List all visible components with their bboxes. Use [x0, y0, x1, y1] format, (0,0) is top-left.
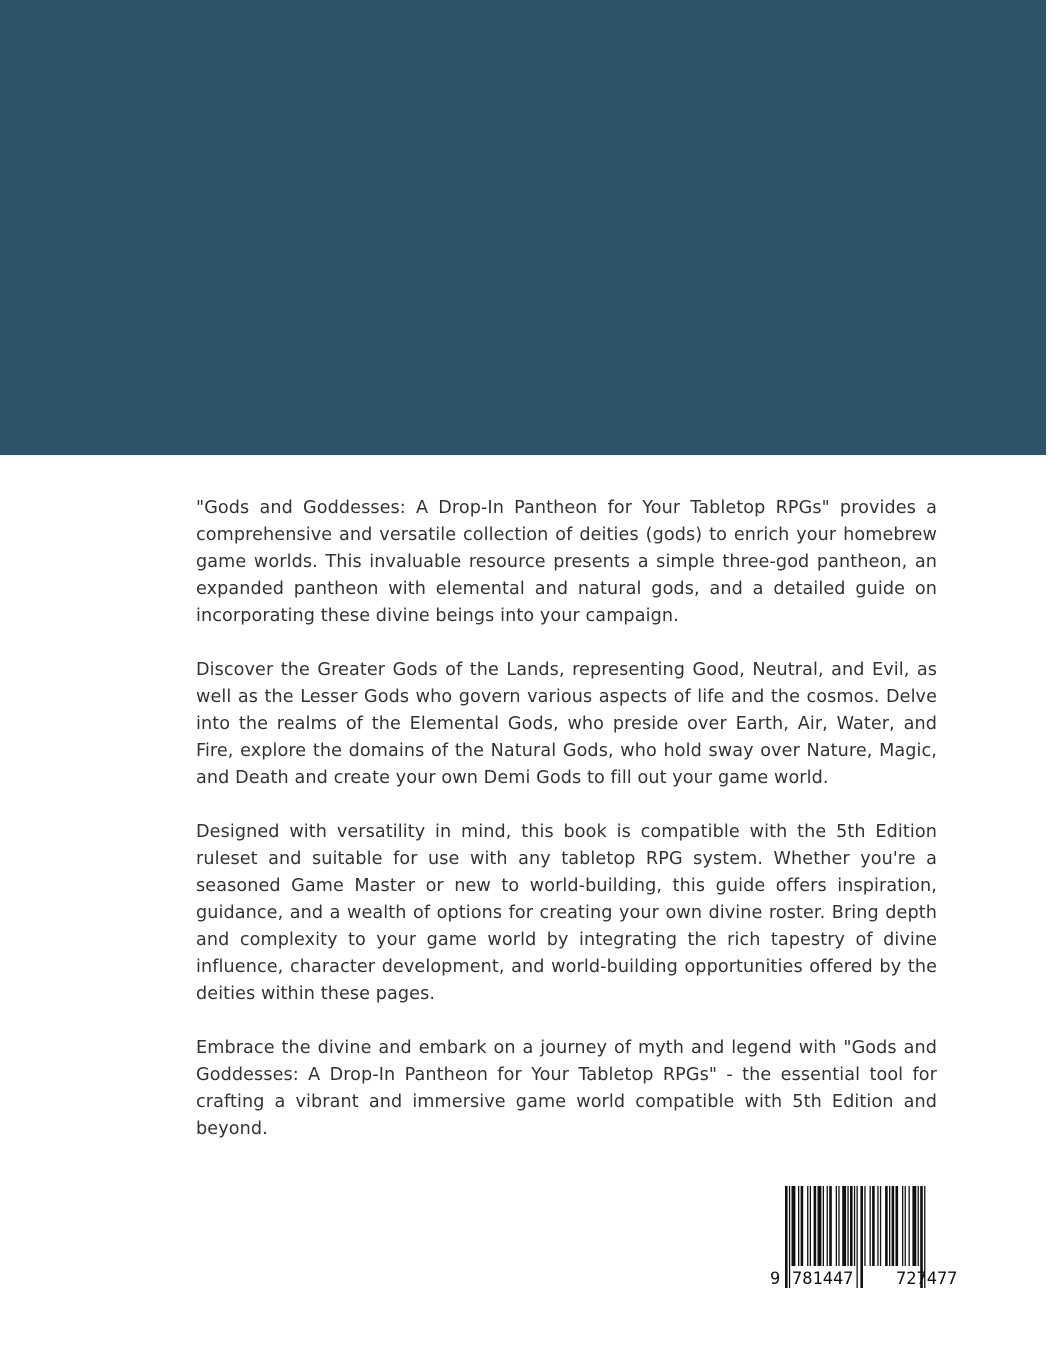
barcode-bar: [918, 1186, 919, 1266]
barcode-bar: [823, 1186, 824, 1266]
barcode-bar: [827, 1186, 828, 1266]
blurb-paragraph-2: Discover the Greater Gods of the Lands, representing Good, Neutral, and Evil, as well as the Lesser Gods who govern various aspects of life and the cosmos. Delve into the realms of the Elemental Gods, who preside over Earth, Air, Water, and Fire, explore the domains of the Natural Gods, who hold sway over Nature, Magic, and Death and create your own Demi Gods to fill out your game world.: [196, 660, 937, 788]
barcode-bar: [880, 1186, 881, 1266]
isbn-barcode: [768, 1186, 983, 1292]
back-cover-blurb: [196, 495, 937, 1170]
barcode-bar: [872, 1186, 875, 1266]
barcode-bar: [864, 1186, 865, 1266]
cover-color-band: [0, 0, 1046, 455]
barcode-bar: [877, 1186, 878, 1266]
barcode-bar: [792, 1186, 796, 1266]
blurb-paragraph-1: "Gods and Goddesses: A Drop-In Pantheon for Your Tabletop RPGs" provides a comprehensive and versatile collection of deities (gods) to enrich your homebrew game worlds. This invaluable resource presents a simple three-god pantheon, an expanded pantheon with elemental and natural gods, and a detailed guide on incorporating these divine beings into your campaign.: [196, 498, 937, 626]
barcode-bar: [905, 1186, 906, 1266]
barcode-bar: [896, 1186, 899, 1266]
barcode-bar: [912, 1186, 916, 1266]
barcode-bar: [854, 1186, 855, 1266]
barcode-bar: [798, 1186, 799, 1266]
barcode-bar: [842, 1186, 846, 1266]
barcode-graphic: [768, 1186, 983, 1292]
barcode-bar: [892, 1186, 895, 1266]
barcode-bar: [789, 1186, 790, 1288]
page-edge: [1046, 0, 1051, 1360]
barcode-bar: [801, 1186, 804, 1266]
barcode-bar: [870, 1186, 871, 1266]
barcode-bar: [838, 1186, 839, 1266]
barcode-bar: [818, 1186, 822, 1266]
blurb-paragraph-4: Embrace the divine and embark on a journey of myth and legend with "Gods and Goddesses: A Drop-In Pantheon for Your Tabletop RPGs" - the essential tool for crafting a vibrant and immersive game world compatible with 5th Edition and beyond.: [196, 1038, 937, 1139]
barcode-bar: [889, 1186, 890, 1266]
barcode-bar: [850, 1186, 853, 1266]
barcode-bar: [807, 1186, 808, 1266]
barcode-bar: [857, 1186, 858, 1288]
barcode-bar: [836, 1186, 837, 1266]
barcode-bar: [814, 1186, 817, 1266]
barcode-bar: [829, 1186, 832, 1266]
barcode-bar: [860, 1186, 863, 1288]
barcode-bar: [902, 1186, 903, 1266]
blurb-paragraph-3: Designed with versatility in mind, this book is compatible with the 5th Edition ruleset and suitable for use with any tabletop RPG system. Whether you're a seasoned Game Master or new to world-building, this guide offers inspiration, guidance, and a wealth of options for creating your own divine roster. Bring depth and complexity to your game world by integrating the rich tapestry of divine influence, character development, and world-building opportunities offered by the deities within these pages.: [196, 822, 937, 1004]
barcode-bar: [909, 1186, 910, 1266]
isbn-left-group: 781447: [792, 1269, 854, 1289]
barcode-bar: [785, 1186, 788, 1288]
barcode-bar: [847, 1186, 848, 1266]
isbn-prefix-digit: 9: [770, 1269, 781, 1289]
barcode-bar: [810, 1186, 811, 1266]
barcode-bar: [885, 1186, 888, 1266]
isbn-right-group: 727477: [896, 1269, 958, 1289]
